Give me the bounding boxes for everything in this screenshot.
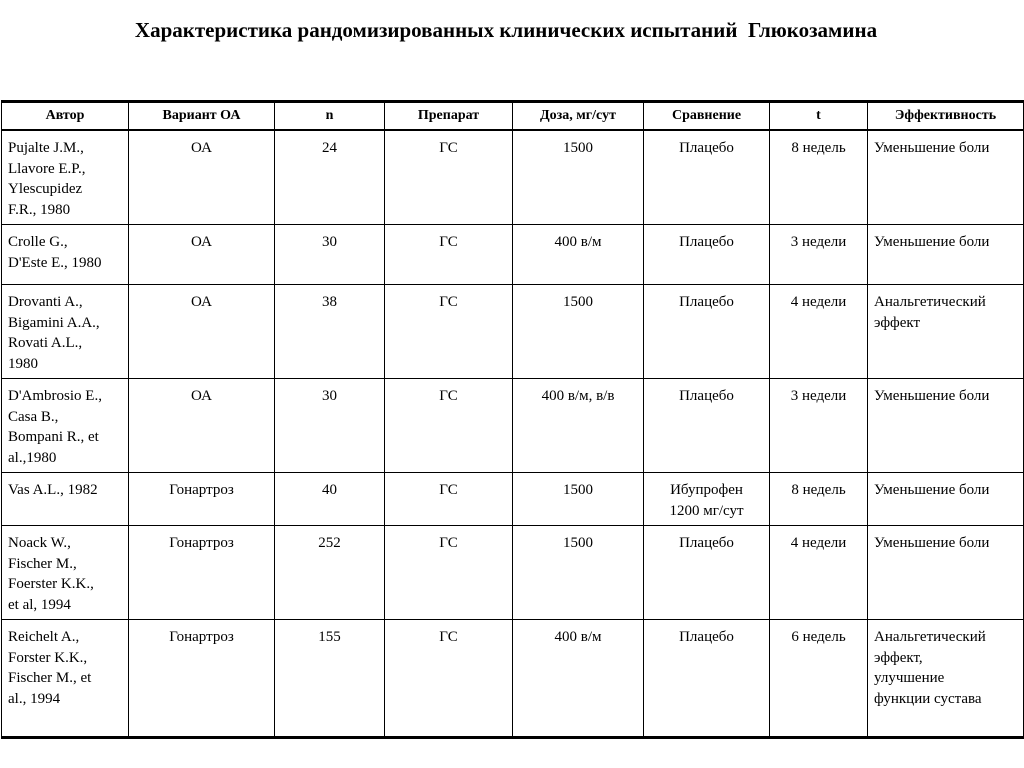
cell-comparison-line: Плацебо	[679, 294, 734, 310]
cell-t: 8 недель	[770, 130, 868, 225]
cell-comparison-line: 1200 мг/сут	[669, 502, 744, 519]
cell-t: 4 недели	[770, 526, 868, 620]
cell-author-line: al.,1980	[8, 449, 57, 466]
cell-n: 155	[275, 620, 385, 738]
cell-t: 3 недели	[770, 225, 868, 285]
table-body	[2, 130, 1024, 738]
cell-n: 252	[275, 526, 385, 620]
cell-comparison	[644, 620, 770, 738]
cell-author	[2, 285, 129, 379]
column-header-comparison: Сравнение	[644, 102, 770, 131]
cell-author-line: Crolle G.,	[8, 234, 68, 250]
cell-comparison-line: Плацебо	[679, 629, 734, 645]
cell-author-line: Foerster K.K.,	[8, 576, 94, 592]
cell-n: 38	[275, 285, 385, 379]
cell-author-line: Casa B.,	[8, 408, 59, 425]
table-row	[2, 285, 1024, 379]
cell-effect-line: улучшение	[874, 670, 945, 686]
table-row	[2, 473, 1024, 526]
cell-author-line: 1980	[8, 355, 38, 372]
cell-effect	[868, 225, 1024, 285]
cell-author	[2, 473, 129, 526]
cell-author-line: Vas A.L., 1982	[8, 482, 98, 498]
page-title: Характеристика рандомизированных клинических испытаний Глюкозамина	[134, 18, 878, 42]
cell-comparison	[644, 285, 770, 379]
column-header-dose: Доза, мг/сут	[513, 102, 644, 131]
cell-drug: ГС	[385, 526, 513, 620]
cell-author	[2, 225, 129, 285]
cell-t: 3 недели	[770, 379, 868, 473]
cell-effect-line: Анальгетический	[874, 294, 986, 310]
cell-dose: 1500	[513, 285, 644, 379]
cell-effect-line: эффект,	[874, 649, 923, 666]
cell-author	[2, 620, 129, 738]
table-row	[2, 526, 1024, 620]
cell-author-line: Ylescupidez	[8, 181, 83, 197]
cell-dose: 400 в/м, в/в	[513, 379, 644, 473]
cell-author-line: D'Este E., 1980	[8, 254, 102, 271]
cell-effect-line: Уменьшение боли	[874, 140, 990, 156]
cell-effect	[868, 526, 1024, 620]
cell-dose: 1500	[513, 130, 644, 225]
cell-author-line: F.R., 1980	[8, 201, 71, 218]
cell-comparison	[644, 130, 770, 225]
table-header-row	[2, 102, 1024, 131]
cell-effect	[868, 379, 1024, 473]
cell-author-line: Fischer M.,	[8, 555, 77, 572]
cell-author-line: Llavore E.P.,	[8, 160, 86, 177]
column-header-drug: Препарат	[385, 102, 513, 131]
column-header-t: t	[770, 102, 868, 131]
cell-t: 6 недель	[770, 620, 868, 738]
cell-author-line: Drovanti A.,	[8, 294, 83, 310]
table-row	[2, 130, 1024, 225]
cell-dose: 1500	[513, 473, 644, 526]
table-row	[2, 620, 1024, 738]
cell-author	[2, 379, 129, 473]
cell-author-line: Bompani R., et	[8, 429, 99, 445]
cell-effect-line: Уменьшение боли	[874, 388, 990, 404]
cell-drug: ГС	[385, 473, 513, 526]
cell-effect	[868, 620, 1024, 738]
column-header-effect: Эффективность	[868, 102, 1024, 131]
cell-effect-line: эффект	[874, 314, 921, 331]
cell-comparison	[644, 225, 770, 285]
cell-n: 30	[275, 225, 385, 285]
cell-drug: ГС	[385, 225, 513, 285]
cell-comparison-line: Плацебо	[679, 140, 734, 156]
cell-author-line: al., 1994	[8, 690, 61, 707]
cell-drug: ГС	[385, 379, 513, 473]
cell-effect	[868, 473, 1024, 526]
cell-effect-line: Уменьшение боли	[874, 482, 990, 498]
cell-effect-line: Уменьшение боли	[874, 234, 990, 250]
cell-comparison	[644, 473, 770, 526]
cell-dose: 1500	[513, 526, 644, 620]
cell-comparison-line: Плацебо	[679, 388, 734, 404]
cell-drug: ГС	[385, 620, 513, 738]
cell-author-line: Bigamini A.A.,	[8, 314, 100, 331]
column-header-n: n	[275, 102, 385, 131]
cell-variant: ОА	[129, 130, 275, 225]
cell-variant: ОА	[129, 379, 275, 473]
cell-t: 8 недель	[770, 473, 868, 526]
cell-author-line: Noack W.,	[8, 535, 71, 551]
cell-n: 30	[275, 379, 385, 473]
column-header-variant: Вариант ОА	[129, 102, 275, 131]
cell-effect-line: функции сустава	[874, 690, 982, 707]
cell-dose: 400 в/м	[513, 225, 644, 285]
cell-dose: 400 в/м	[513, 620, 644, 738]
cell-author-line: Pujalte J.M.,	[8, 140, 84, 156]
cell-drug: ГС	[385, 130, 513, 225]
cell-variant: Гонартроз	[129, 620, 275, 738]
cell-author-line: Rovati A.L.,	[8, 335, 83, 351]
cell-effect	[868, 285, 1024, 379]
cell-author-line: Fischer M., et	[8, 670, 92, 686]
cell-t: 4 недели	[770, 285, 868, 379]
cell-author-line: Reichelt A.,	[8, 629, 80, 645]
cell-author-line: Forster K.K.,	[8, 649, 88, 666]
cell-drug: ГС	[385, 285, 513, 379]
cell-author-line: et al, 1994	[8, 596, 71, 613]
cell-comparison-line: Плацебо	[679, 535, 734, 551]
cell-comparison	[644, 526, 770, 620]
cell-comparison	[644, 379, 770, 473]
cell-n: 24	[275, 130, 385, 225]
cell-variant: Гонартроз	[129, 526, 275, 620]
trials-table	[1, 100, 1024, 739]
table-row	[2, 379, 1024, 473]
cell-author-line: D'Ambrosio E.,	[8, 388, 102, 404]
cell-comparison-line: Плацебо	[679, 234, 734, 250]
cell-comparison-line: Ибупрофен	[670, 482, 743, 498]
cell-n: 40	[275, 473, 385, 526]
cell-effect-line: Анальгетический	[874, 629, 986, 645]
cell-author	[2, 526, 129, 620]
cell-author	[2, 130, 129, 225]
column-header-author: Автор	[2, 102, 129, 131]
cell-variant: ОА	[129, 225, 275, 285]
cell-effect-line: Уменьшение боли	[874, 535, 990, 551]
cell-variant: Гонартроз	[129, 473, 275, 526]
cell-effect	[868, 130, 1024, 225]
table-row	[2, 225, 1024, 285]
cell-variant: ОА	[129, 285, 275, 379]
